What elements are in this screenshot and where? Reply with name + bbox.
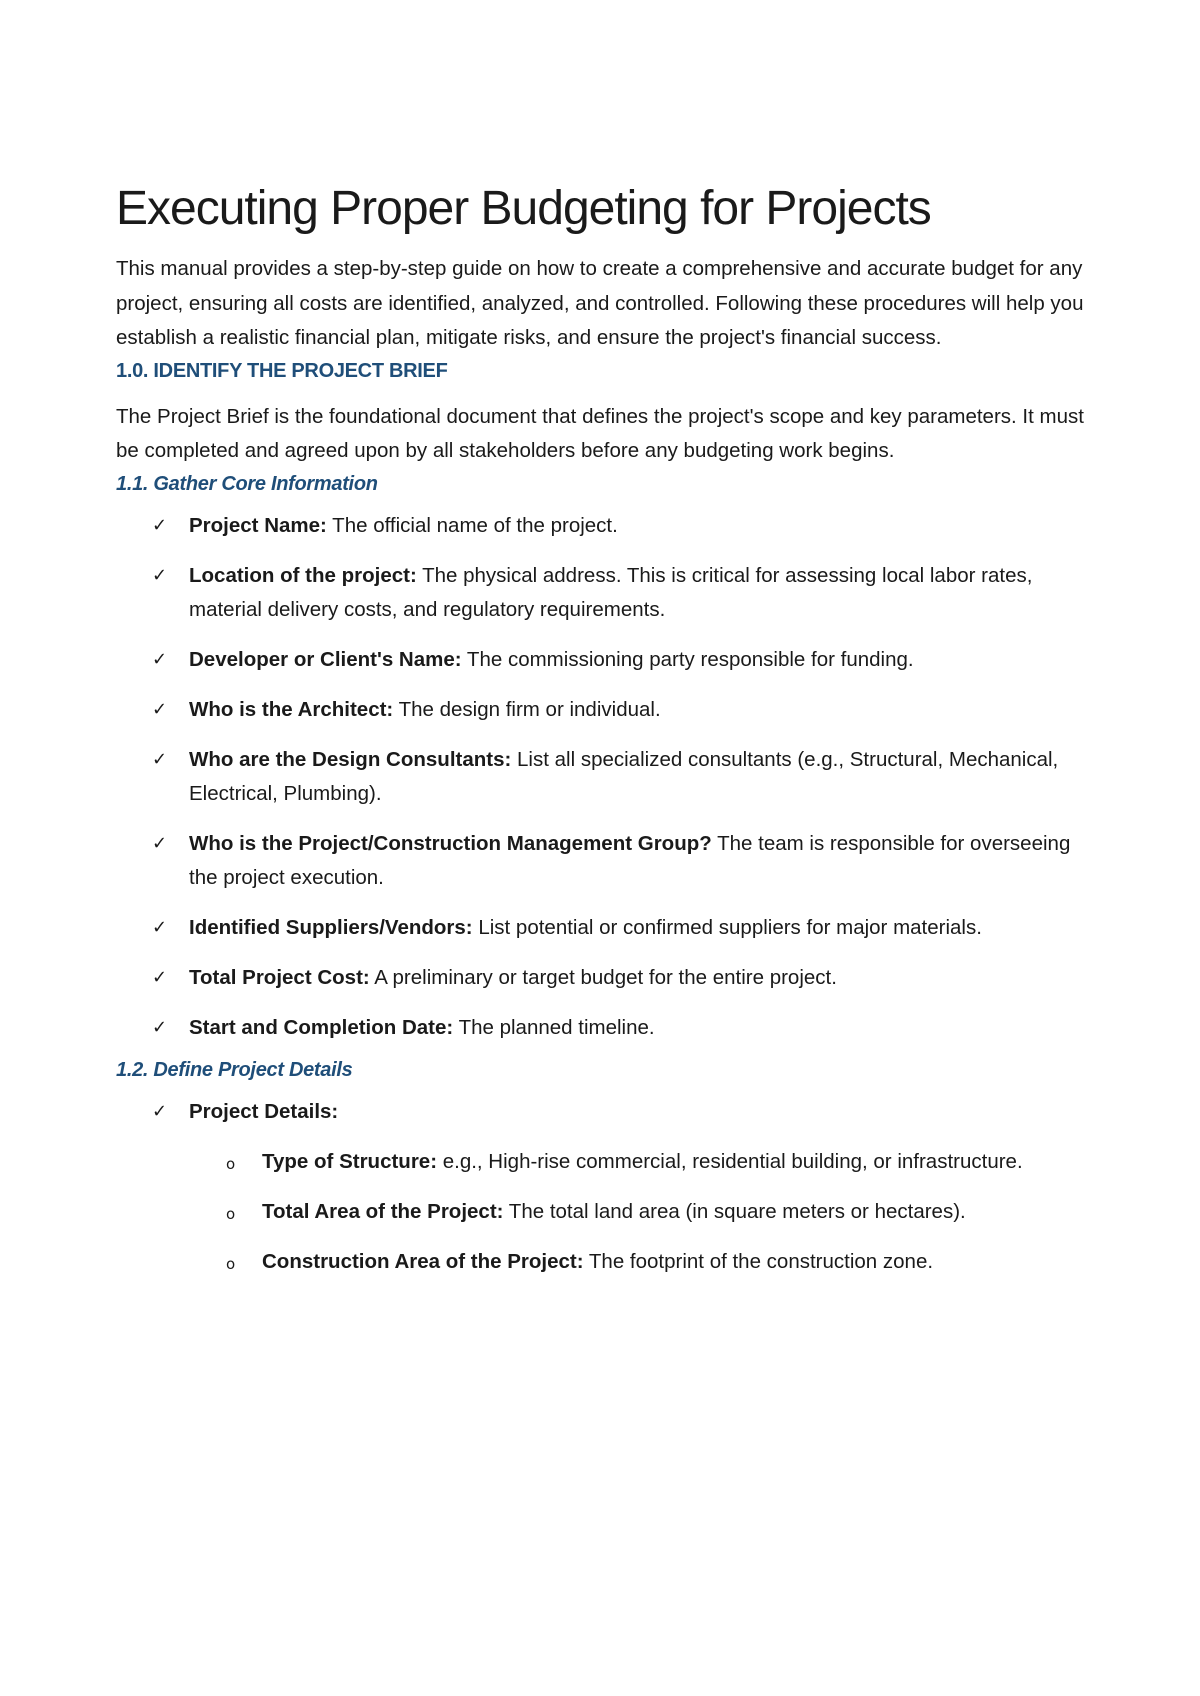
item-text: The footprint of the construction zone. — [583, 1249, 934, 1273]
item-label: Project Details: — [189, 1099, 339, 1123]
item-text: The physical address. This is critical for assessing local labor rates, material delivery costs, and regulatory requirements. — [189, 563, 1033, 621]
item-text: List all specialized consultants (e.g., Structural, Mechanical, Electrical, Plumbing). — [189, 747, 1059, 805]
sublist-item — [189, 1145, 1086, 1179]
item-label: Total Project Cost: — [189, 965, 370, 989]
list-item — [116, 911, 1086, 945]
item-text: The planned timeline. — [453, 1015, 655, 1039]
checkmark-icon: ✓ — [152, 648, 168, 670]
checkmark-icon: ✓ — [152, 564, 168, 586]
item-label: Start and Completion Date: — [189, 1015, 454, 1039]
document-page — [116, 178, 1086, 1295]
list-item — [116, 1011, 1086, 1045]
item-label: Construction Area of the Project: — [262, 1249, 584, 1273]
item-label: Who are the Design Consultants: — [189, 747, 512, 771]
sublist-item — [189, 1245, 1086, 1279]
list-item — [116, 509, 1086, 543]
project-details-list — [116, 1095, 1086, 1279]
list-item — [116, 559, 1086, 627]
list-item — [116, 1095, 1086, 1279]
item-text: The official name of the project. — [326, 513, 618, 537]
list-item — [116, 643, 1086, 677]
checkmark-icon: ✓ — [152, 698, 168, 720]
circle-bullet-icon: o — [226, 1254, 236, 1273]
item-text: The commissioning party responsible for funding. — [461, 647, 914, 671]
section-1-0-paragraph: The Project Brief is the foundational document that defines the project's scope and key parameters. It must be completed and agreed upon by all stakeholders before any budgeting work begins. — [116, 404, 1084, 462]
item-text: The team is responsible for overseeing the project execution. — [189, 831, 1071, 889]
item-text: e.g., High-rise commercial, residential building, or infrastructure. — [437, 1149, 1023, 1173]
checkmark-icon: ✓ — [152, 966, 168, 988]
checkmark-icon: ✓ — [152, 916, 168, 938]
item-label: Location of the project: — [189, 563, 417, 587]
list-item — [116, 827, 1086, 895]
item-text: The total land area (in square meters or hectares). — [503, 1199, 966, 1223]
core-information-list — [116, 509, 1086, 1045]
item-label: Project Name: — [189, 513, 327, 537]
checkmark-icon: ✓ — [152, 514, 168, 536]
item-label: Total Area of the Project: — [262, 1199, 504, 1223]
checkmark-icon: ✓ — [152, 832, 168, 854]
section-heading-1-0: 1.0. IDENTIFY THE PROJECT BRIEF — [116, 359, 448, 382]
project-details-sublist — [189, 1145, 1086, 1279]
checkmark-icon: ✓ — [152, 1100, 168, 1122]
circle-bullet-icon: o — [226, 1154, 236, 1173]
item-label: Who is the Architect: — [189, 697, 394, 721]
subsection-heading-1-2: 1.2. Define Project Details — [116, 1058, 353, 1081]
item-text: The design firm or individual. — [393, 697, 661, 721]
subsection-heading-1-1: 1.1. Gather Core Information — [116, 472, 378, 495]
item-label: Type of Structure: — [262, 1149, 438, 1173]
item-text: A preliminary or target budget for the entire project. — [369, 965, 837, 989]
page-title: Executing Proper Budgeting for Projects — [116, 182, 931, 235]
checkmark-icon: ✓ — [152, 1016, 168, 1038]
item-label: Who is the Project/Construction Management Group? — [189, 831, 712, 855]
list-item — [116, 961, 1086, 995]
item-label: Developer or Client's Name: — [189, 647, 462, 671]
list-item — [116, 693, 1086, 727]
list-item — [116, 743, 1086, 811]
sublist-item — [189, 1195, 1086, 1229]
item-text: List potential or confirmed suppliers for major materials. — [472, 915, 982, 939]
intro-paragraph: This manual provides a step-by-step guide on how to create a comprehensive and accurate budget for any project, ensuring all costs are identified, analyzed, and controlled. Following these procedures will help you establish a realistic financial plan, mitigate risks, and ensure the project's financial success. — [116, 257, 1084, 349]
item-label: Identified Suppliers/Vendors: — [189, 915, 473, 939]
checkmark-icon: ✓ — [152, 748, 168, 770]
circle-bullet-icon: o — [226, 1204, 236, 1223]
